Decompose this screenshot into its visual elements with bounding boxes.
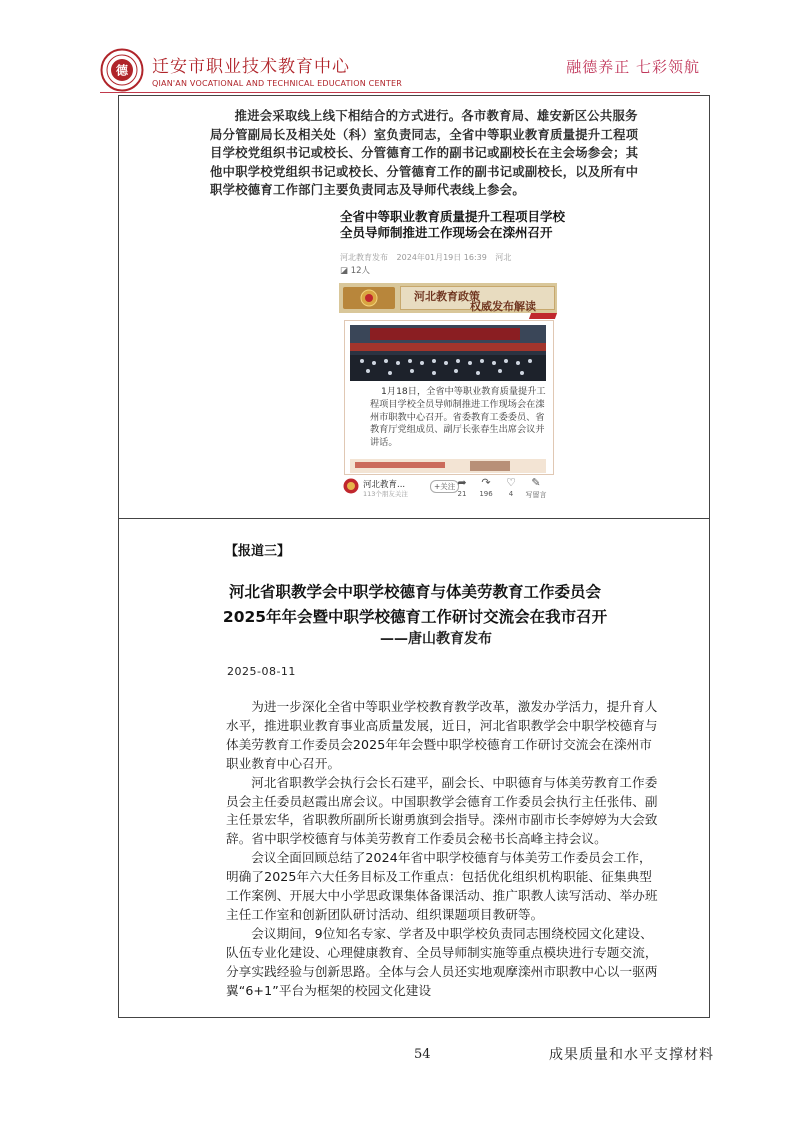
report-label: 【报道三】 [225, 544, 291, 559]
org-name-en: QIAN'AN VOCATIONAL AND TECHNICAL EDUCATION CENTER [152, 79, 402, 88]
school-logo [100, 48, 144, 92]
heart-count: 4 [508, 490, 514, 498]
school-motto: 融德养正 七彩领航 [566, 58, 700, 76]
account-avatar[interactable] [343, 478, 359, 494]
forward-icon[interactable]: ↷ [481, 476, 491, 489]
article-datetime: 2024年01月19日 16:39 [396, 253, 487, 262]
report-paragraph: 会议全面回顾总结了2024年省中职学校德育与体美劳工作委员会工作，明确了2025年六大任务目标及工作重点：包括优化组织机构职能、征集典型工作案例、开展大中小学思政课集体备课活动、推广职教人读写活动、举办班主任工作室和创新团队研讨活动、组织课题项目教研等。 [226, 850, 658, 922]
report-paragraph: 会议期间，9位知名专家、学者及中职学校负责同志围绕校园文化建设、队伍专业化建设、心理健康教育、全员导师制实施等重点模块进行专题交流，分享实践经验与创新思路。全体与会人员还实地观摩滦州市职教中心以一驱两翼“6+1”平台为框架的校园文化建设 [226, 925, 658, 998]
comment-icon[interactable]: ✎ [531, 476, 541, 489]
banner-line-2: 权威发布解读 [470, 300, 536, 313]
banner-accent [529, 313, 557, 319]
article-location: 河北 [495, 253, 512, 262]
logo-glyph: 德 [115, 63, 129, 78]
headphone-icon: ◪ [340, 266, 349, 276]
report-paragraph: 河北省职教学会执行会长石建平，副会长、中职德育与体美劳教育工作委员会主任委员赵霞出席会议。中国职教学会德育工作委员会执行主任张伟、副主任景宏华，省职教所副所长谢勇旗到会指导。滦州市副市长李婷婷为大会致辞。省中职学校德育与体美劳教育工作委员会秘书长高峰主持会议。 [226, 774, 658, 847]
share-icon[interactable]: ➦ [457, 476, 467, 489]
meeting-paragraph-text: 推进会采取线上线下相结合的方式进行。各市教育局、雄安新区公共服务局分管副局长及相关处（科）室负责同志，全省中等职业教育质量提升工程项目学校党组织书记或校长、分管德育工作的副书记或副校长在主会场参会；其他中职学校党组织书记或校长、分管德育工作的副书记或副校长，以及所有中职学校德育工作部门主要负责同志及导师代表线上参会。 [210, 109, 639, 198]
report-body [226, 698, 658, 1001]
banner-line-1: 河北教育政策 [414, 290, 480, 303]
share-count: 21 [457, 490, 467, 498]
like-count: 196 [479, 490, 493, 498]
article-card-paragraph: 1月18日，全省中等职业教育质量提升工程项目学校全员导师制推进工作现场会在滦州市职教中心召开。省委教育工委委员、省教育厅党组成员、副厅长张春生出席会议并讲话。 [370, 386, 546, 449]
report-date: 2025-08-11 [227, 665, 296, 678]
page-number: 54 [414, 1047, 431, 1062]
org-name-cn: 迁安市职业技术教育中心 [152, 57, 350, 77]
header-divider [100, 92, 700, 93]
emblem-icon [343, 287, 395, 309]
next-image-photo [470, 461, 510, 471]
report-headline-line1: 河北省职教学会中职学校德育与体美劳教育工作委员会 [228, 583, 601, 601]
meeting-paragraph [210, 107, 650, 200]
report-paragraph: 为进一步深化全省中等职业学校教育教学改革，激发办学活力，提升育人水平，推进职业教育事业高质量发展，近日，河北省职教学会中职学校德育与体美劳教育工作委员会2025年年会暨中职学校德育工作研讨交流会在滦州市职业教育中心召开。 [226, 699, 658, 771]
comment-label[interactable]: 写留言 [525, 491, 547, 499]
article-title[interactable]: 全省中等职业教育质量提升工程项目学校全员导师制推进工作现场会在滦州召开 [340, 209, 566, 240]
report-headline-line2: 2025年年会暨中职学校德育工作研讨交流会在我市召开 [222, 608, 608, 626]
next-image-banner [355, 462, 445, 468]
account-fans: 113个朋友关注 [363, 490, 408, 498]
reads-count: 12人 [350, 266, 371, 276]
follow-button[interactable]: +关注 [430, 480, 459, 493]
article-card-text [370, 386, 550, 450]
account-name[interactable]: 河北教育... [363, 480, 406, 490]
page-caption: 成果质量和水平支撑材料 [549, 1047, 714, 1063]
report-source: ——唐山教育发布 [380, 631, 492, 647]
article-reads [340, 264, 370, 276]
article-meta [340, 252, 517, 263]
heart-icon[interactable]: ♡ [506, 476, 516, 489]
article-source[interactable]: 河北教育发布 [340, 253, 388, 262]
meeting-photo [350, 325, 546, 381]
